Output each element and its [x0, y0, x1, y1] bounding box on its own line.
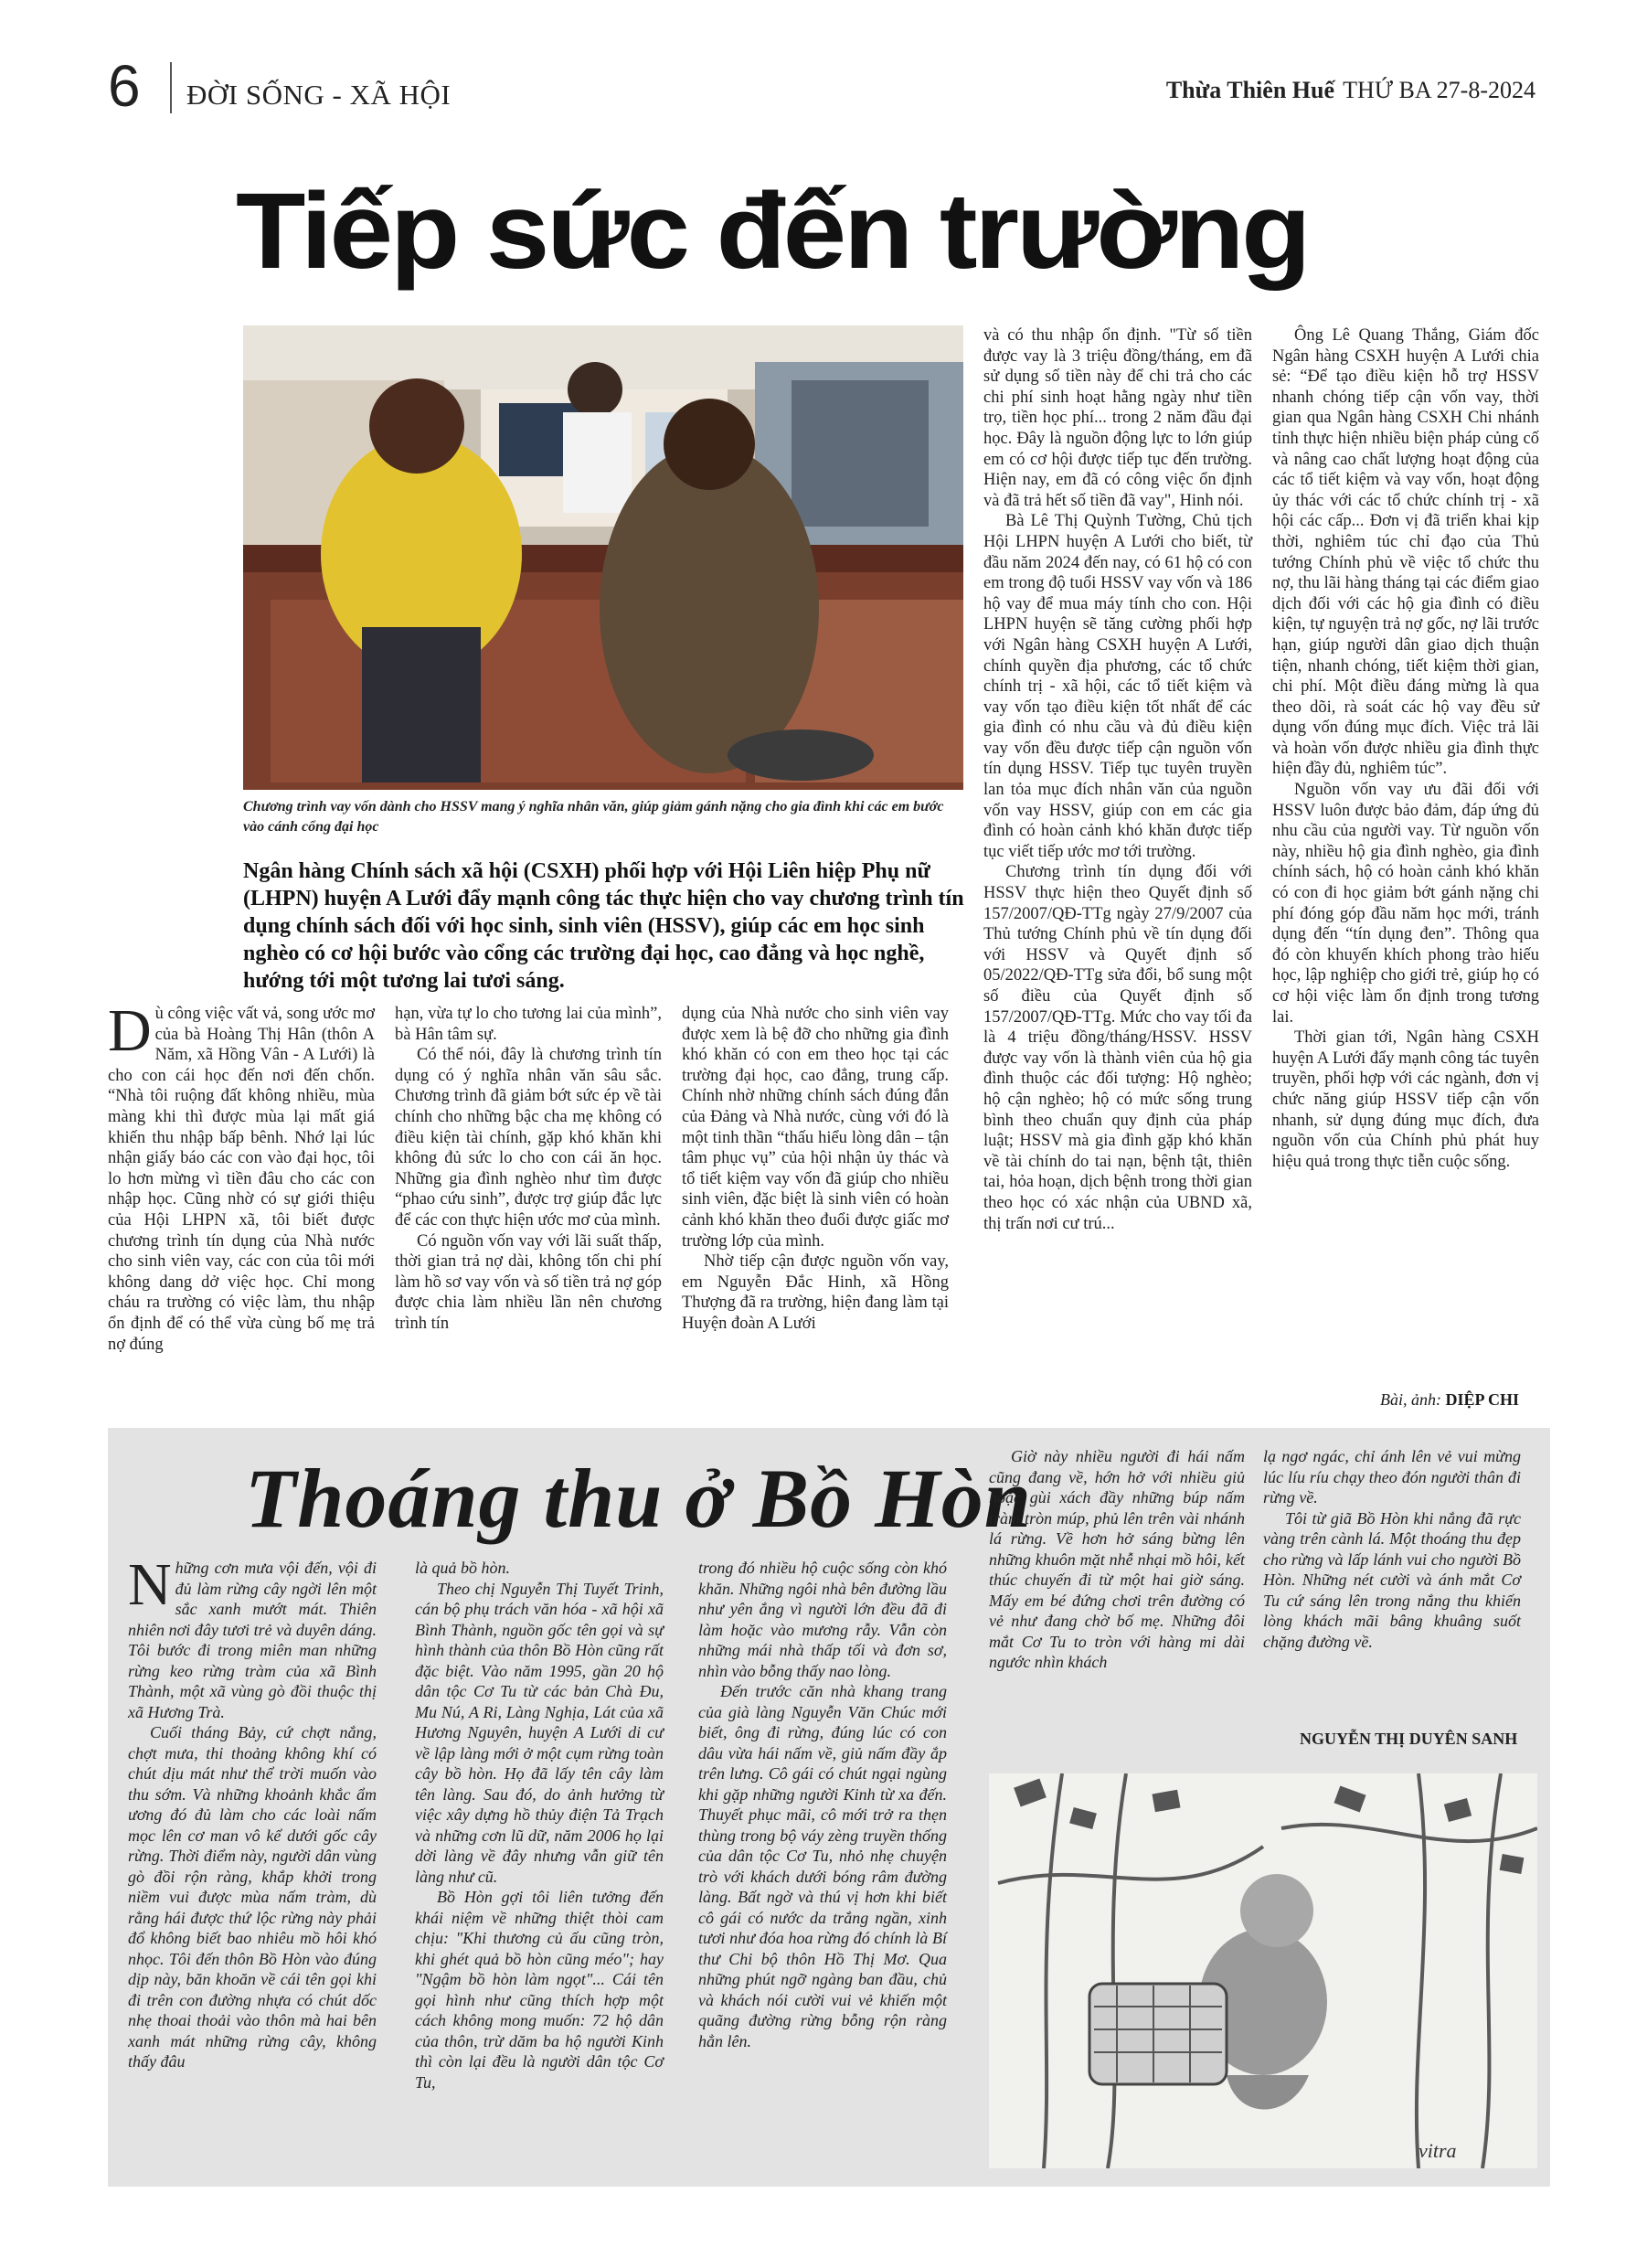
- article2-column-4: [989, 1446, 1245, 1673]
- byline-label: Bài, ảnh:: [1379, 1390, 1441, 1409]
- paragraph: [108, 997, 375, 1355]
- page-header: [108, 53, 1535, 121]
- article1-column-2: [395, 1004, 662, 1335]
- illustration-signature: vitra: [1419, 2139, 1457, 2162]
- paragraph-text: ù công việc vất vả, song ước mơ của bà Hoàng Thị Hân (thôn A Năm, xã Hồng Vân - A Lưới) là cho con cái học đến nơi đến chốn. “Nhà tôi ruộng đất không nhiều, mùa màng khi thì được mùa lại mất giá khiến thu nhập bấp bênh. Nhớ lại lúc nhận giấy báo các con vào đại học, tôi lo hơn mừng vì tiền đâu cho các con nhập học. Cũng nhờ có sự giới thiệu của Hội LHPN xã, tôi biết được chương trình tín dụng của Nhà nước cho sinh viên vay, các con của tôi mới không dang dở việc học. Chỉ mong cháu ra trường có việc làm, thu nhập ổn định để có thể vừa cùng bố mẹ trả nợ đúng: [108, 1005, 375, 1354]
- paragraph: Cuối tháng Bảy, cứ chợt nắng, chợt mưa, thi thoảng không khí có chút dịu mát như thể trời muốn vào thu sớm. Và những khoảnh khắc ẩm ương đó đủ làm cho các loài nấm mọc lên cơ man vô kể dưới gốc cây rừng. Thời điểm này, người dân vùng gò đồi rộn ràng, khắp khởi trong niềm vui được mùa nấm tràm, dù rằng hái được thứ lộc rừng này phải đổ không biết bao nhiêu mồ hôi khó nhọc. Tôi đến thôn Bồ Hòn vào đúng dịp này, băn khoăn về cái tên gọi khi đi trên con đường nhựa có chút dốc nhẹ thoai thoải vào thôn mà hai bên xanh mát những rừng cây, không thấy đâu: [128, 1723, 377, 2071]
- paragraph: dụng của Nhà nước cho sinh viên vay được xem là bệ đỡ cho những gia đình khó khăn có con em theo học tại các trường đại học, cao đẳng, trung cấp. Chính nhờ những chính sách đúng đắn của Đảng và Nhà nước, cùng với đó là một tinh thần “thấu hiểu lòng dân – tận tâm phục vụ” của hội nhận ủy thác và tổ tiết kiệm vay vốn đã giúp cho nhiều sinh viên, đặc biệt là sinh viên có hoàn cảnh khó khăn theo đuổi được giấc mơ trường lớp của mình.: [682, 1005, 949, 1251]
- paragraph: Chương trình tín dụng đối với HSSV thực hiện theo Quyết định số 157/2007/QĐ-TTg ngày 27/9/2007 của Thủ tướng Chính phủ về tín dụng đối với HSSV và Quyết định số 05/2022/QĐ-TTg sửa đổi, bổ sung một số điều của Quyết định số 157/2007/QĐ-TTg. Mức cho vay tối đa là 4 triệu đồng/tháng/HSSV. HSSV được vay vốn là thành viên của hộ gia đình thuộc các đối tượng: Hộ nghèo; hộ cận nghèo; hộ có mức sống trung bình theo chuẩn quy định của pháp luật; HSSV mà gia đình gặp khó khăn về tài chính do tai nạn, bệnh tật, thiên tai, hỏa hoạn, dịch bệnh trong thời gian theo học có xác nhận của UBND xã, thị trấn nơi cư trú...: [983, 863, 1252, 1233]
- feature-illustration: [989, 1773, 1537, 2168]
- paragraph: Có thể nói, đây là chương trình tín dụng có ý nghĩa nhân văn sâu sắc. Chương trình đã giảm bớt sức ép về tài chính cho những bậc cha mẹ không có điều kiện tài chính, gặp khó khăn khi không đủ sức lo cho con cái ăn học. Những gia đình nghèo như tìm được “phao cứu sinh”, được trợ giúp đắc lực để các con thực hiện ước mơ của mình.: [395, 1046, 662, 1230]
- paragraph: trong đó nhiều hộ cuộc sống còn khó khăn. Những ngôi nhà bên đường lầu như yên ắng vì người lớn đều đã đi làm hoặc vào mương rẫy. Vẫn còn những mái nhà thấp tối và đơn sơ, nhìn vào bỗng thấy nao lòng.: [698, 1559, 947, 1680]
- paragraph: Nhờ tiếp cận được nguồn vốn vay, em Nguyễn Đắc Hinh, xã Hồng Thượng đã ra trường, hiện đang làm tại Huyện đoàn A Lưới: [682, 1252, 949, 1333]
- paragraph: Nguồn vốn vay ưu đãi đối với HSSV luôn được bảo đảm, đáp ứng đủ nhu cầu của người vay. Từ nguồn vốn này, nhiều hộ gia đình nghèo, gia đình chính sách, hộ có hoàn cảnh khó khăn có con đi học giảm bớt gánh nặng chi phí đóng góp đầu năm học mới, tránh dụng đến “tín dụng đen”. Thông qua đó còn khuyến khích phong trào hiếu học, lập nghiệp cho giới trẻ, giúp họ có cơ hội việc làm ổn định trong tương lai.: [1272, 781, 1539, 1027]
- paragraph: Tôi từ giã Bồ Hòn khi nắng đã rực vàng trên cành lá. Một thoáng thu đẹp cho rừng và lấp lánh vui cho người Bồ Hòn. Những nét cười và ánh mắt Cơ Tu cứ sáng lên trong nắng thu khiến lòng khách mãi bâng khuâng suốt chặng đường về.: [1263, 1508, 1521, 1651]
- paragraph: Theo chị Nguyễn Thị Tuyết Trinh, cán bộ phụ trách văn hóa - xã hội xã Bình Thành, nguồn gốc tên gọi và sự hình thành của thôn Bồ Hòn cũng rất đặc biệt. Vào năm 1995, gần 20 hộ dân tộc Cơ Tu từ các bản Chà Đu, Mu Nú, A Ri, Làng Nghịa, Lát của xã Hương Nguyên, huyện A Lưới di cư về lập làng mới ở một cụm rừng toàn cây bồ hòn. Họ đã lấy tên cây làm tên làng. Sau đó, do ảnh hưởng từ việc xây dựng hồ thủy điện Tả Trạch và những cơn lũ dữ, năm 2006 họ lại dời làng về đây nhưng vẫn giữ tên làng như cũ.: [415, 1579, 664, 1886]
- paragraph-text: hững cơn mưa vội đến, vội đi đủ làm rừng cây ngời lên một sắc xanh mướt mát. Thiên nhiên nơi đây tươi trẻ và duyên dáng. Tôi bước đi trong miên man những rừng keo rừng tràm của xã Bình Thành, một xã vùng gò đồi thuộc thị xã Hương Trà.: [128, 1559, 377, 1721]
- article1-column-3: [682, 1004, 949, 1335]
- drop-cap: D: [108, 997, 152, 1064]
- paragraph: và có thu nhập ổn định. "Từ số tiền được vay là 3 triệu đồng/tháng, em đã sử dụng số tiền này để chi trả cho các chi phí sinh hoạt hằng ngày như tiền trọ, tiền học phí... trong 2 năm đầu đại học. Đây là nguồn động lực to lớn giúp em có cơ hội được tiếp tục đến trường. Hiện nay, em đã có công việc ổn định và đã trả hết số tiền đã vay", Hinh nói.: [983, 326, 1252, 510]
- section-name: ĐỜI SỐNG - XÃ HỘI: [186, 79, 452, 111]
- paragraph: Có nguồn vốn vay với lãi suất thấp, thời gian trả nợ dài, không tốn chi phí làm hồ sơ vay vốn và số tiền trả nợ góp được chia làm nhiều lần nên chương trình tín: [395, 1231, 662, 1333]
- article1-column-5: [1272, 325, 1539, 1172]
- article2-column-2: [415, 1558, 664, 2092]
- paragraph: Bà Lê Thị Quỳnh Tường, Chủ tịch Hội LHPN huyện A Lưới cho biết, từ đầu năm 2024 đến nay, có 61 hộ có con em trong độ tuổi HSSV vay vốn và 186 hộ vay để mua máy tính cho con. Hội LHPN huyện sẽ tăng cường phối hợp với Ngân hàng CSXH huyện A Lưới, chính quyền địa phương, các tổ chức chính trị - xã hội, các tổ tiết kiệm và vay vốn tạo điều kiện tốt nhất để các gia đình có nhu cầu và đủ điều kiện vay vốn đều được tiếp cận nguồn vốn tín dụng HSSV. Tiếp tục tuyên truyền lan tỏa mục đích nhân văn của nguồn vốn vay HSSV, giúp con em các gia đình có hoàn cảnh khó khăn được tiếp tục viết tiếp ước mơ tới trường.: [983, 512, 1252, 861]
- bank-counter-photo: [243, 325, 963, 790]
- feature-box: [108, 1428, 1550, 2187]
- paragraph: Ông Lê Quang Thắng, Giám đốc Ngân hàng CSXH huyện A Lưới chia sẻ: “Để tạo điều kiện hỗ trợ HSSV nhanh chóng tiếp cận vốn vay, thời gian qua Ngân hàng CSXH Chi nhánh tỉnh thực hiện nhiều biện pháp củng cố và nâng cao chất lượng hoạt động của các tổ tiết kiệm và vay vốn, hoạt động ủy thác với các tổ chức chính trị - xã hội các cấp... Đơn vị đã triển khai kịp thời, nghiêm túc chỉ đạo của Thủ tướng Chính phủ về việc tổ chức thu nợ, thu lãi hàng tháng tại các điểm giao dịch đối với các hộ gia đình có điều kiện, tự nguyện trả nợ gốc, nợ lãi trước hạn, giúp người dân giao dịch thuận tiện, nhanh chóng, tiết kiệm thời gian, chi phí. Một điều đáng mừng là qua theo dõi, rà soát các hộ vay đều sử dụng vốn đúng mục đích. Việc trả lãi và hoàn vốn được nhiều gia đình thực hiện đầy đủ, nghiêm túc”.: [1272, 326, 1539, 779]
- paragraph: lạ ngơ ngác, chỉ ánh lên vẻ vui mừng lúc líu ríu chạy theo đón người thân đi rừng về.: [1263, 1447, 1521, 1507]
- page-number: 6: [108, 53, 141, 119]
- article2-column-3: [698, 1558, 947, 2051]
- paragraph: Bồ Hòn gợi tôi liên tưởng đến khái niệm về những thiệt thòi cam chịu: "Khi thương củ ấu cũng tròn, khi ghét quả bồ hòn cũng méo"; hay "Ngậm bồ hòn làm ngọt"... Cái tên gọi hình như cũng thích hợp một cách không mong muốn: 72 hộ dân của thôn, trừ dăm ba hộ người Kinh thì còn lại đều là người dân tộc Cơ Tu,: [415, 1888, 664, 2092]
- article-headline: Tiếp sức đến trường: [236, 171, 1309, 292]
- drop-cap: N: [128, 1551, 172, 1618]
- article-photo: [243, 325, 963, 790]
- feature-author: NGUYỄN THỊ DUYÊN SANH: [1300, 1730, 1518, 1748]
- article2-column-5: [1263, 1446, 1521, 1652]
- newspaper-name: Thừa Thiên Huế: [1165, 77, 1334, 103]
- byline-name: DIỆP CHI: [1445, 1390, 1519, 1409]
- article1-byline: [1380, 1390, 1519, 1410]
- article1-column-4: [983, 325, 1252, 1234]
- paragraph: Đến trước căn nhà khang trang của già làng Nguyễn Văn Chúc mới biết, ông đi rừng, đúng lúc có con dâu vừa hái nấm về, giủ nấm đầy ắp trên lưng. Cô gái có chút ngại ngùng khi gặp những người Kinh từ xa đến. Thuyết phục mãi, cô mới trở ra thẹn thùng trong bộ váy zèng truyền thống của dân tộc Cơ Tu, nhỏ nhẹ chuyện trò với khách dưới bóng râm đường làng. Bất ngờ và thú vị hơn khi biết cô gái có nước da trắng ngần, xinh tươi như đóa hoa rừng đó chính là Bí thư Chi bộ thôn Hồ Thị Mơ. Qua những phút ngỡ ngàng ban đầu, chủ và khách nói cười vui vẻ khiến một quãng đường rừng bỗng rộn ràng hẳn lên.: [698, 1682, 947, 2050]
- article1-column-1: [108, 997, 375, 1355]
- article-lead: Ngân hàng Chính sách xã hội (CSXH) phối hợp với Hội Liên hiệp Phụ nữ (LHPN) huyện A Lưới đẩy mạnh công tác thực hiện cho vay chương trình tín dụng chính sách đối với học sinh, sinh viên (HSSV), giúp các em học sinh nghèo có cơ hội bước vào cổng các trường đại học, cao đẳng và học nghề, hướng tới một tương lai tươi sáng.: [243, 859, 964, 993]
- issue-date: THỨ BA 27-8-2024: [1343, 77, 1535, 103]
- sketch-drawing: [989, 1773, 1537, 2168]
- paragraph: [128, 1551, 377, 1722]
- paragraph: hạn, vừa tự lo cho tương lai của mình”, bà Hân tâm sự.: [395, 1005, 662, 1044]
- feature-title: Thoáng thu ở Bồ Hòn: [245, 1452, 1032, 1545]
- paragraph: Thời gian tới, Ngân hàng CSXH huyện A Lưới đẩy mạnh công tác tuyên truyền, phối hợp với các ngành, đơn vị chức năng giúp HSSV tiếp cận vốn nhanh, sử dụng đúng mục đích, đưa nguồn vốn của Chính phủ phát huy hiệu quả trong thực tiễn cuộc sống.: [1272, 1028, 1539, 1171]
- article2-column-1: [128, 1551, 377, 2072]
- photo-caption: Chương trình vay vốn dành cho HSSV mang ý nghĩa nhân văn, giúp giảm gánh nặng cho gia đình khi các em bước vào cánh cổng đại học: [243, 799, 944, 835]
- paragraph: Giờ này nhiều người đi hái nấm cũng đang về, hớn hở với nhiều giủ hoặc gùi xách đầy những búp nấm tràm tròn múp, phủ lên trên vài nhánh lá rừng. Về hơn hở sáng bừng lên những khuôn mặt nhễ nhại mồ hôi, kết thúc chuyến đi từ một hai giờ sáng. Mấy em bé đứng chơi trên đường có vẻ như đang chờ bố mẹ. Những đôi mắt Cơ Tu to tròn với hàng mi dài ngước nhìn khách: [989, 1447, 1245, 1671]
- paragraph: là quả bồ hòn.: [415, 1559, 511, 1577]
- header-divider: [170, 62, 172, 113]
